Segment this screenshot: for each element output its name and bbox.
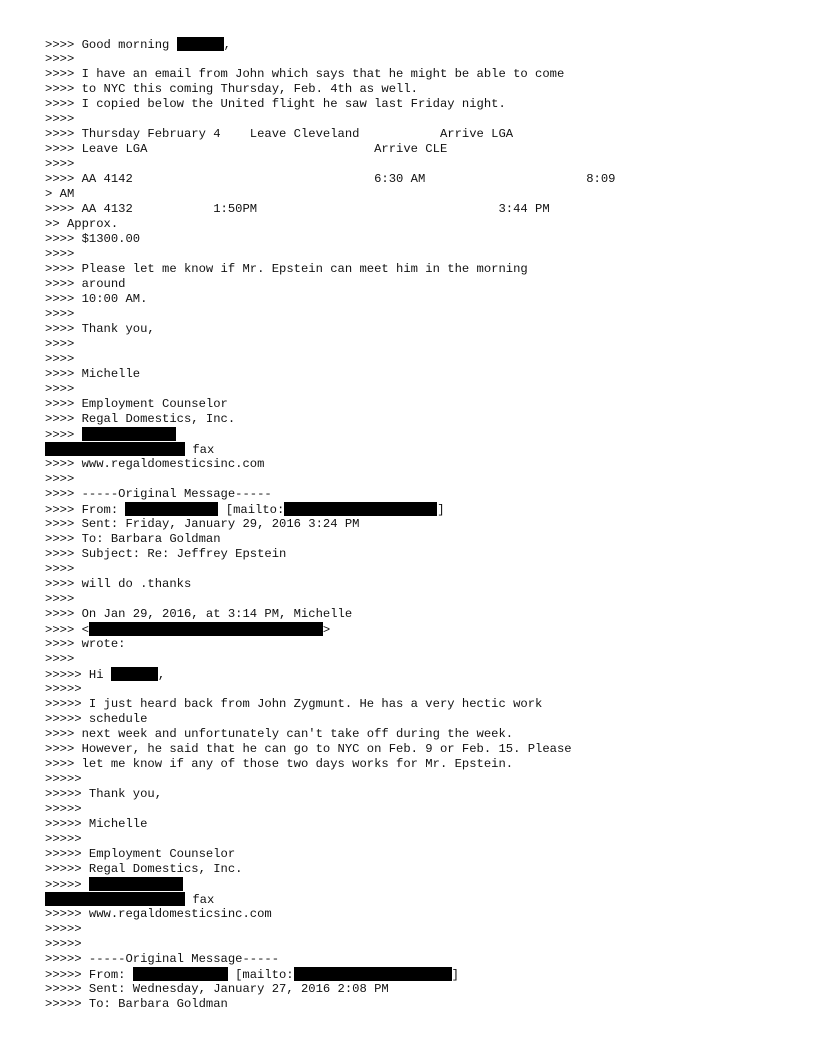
email-line xyxy=(45,382,785,397)
email-line xyxy=(45,502,785,517)
email-line xyxy=(45,847,785,862)
redaction-block xyxy=(89,622,323,636)
email-line-text: >>>> xyxy=(45,247,75,261)
email-line-text: >>>> xyxy=(45,652,75,666)
email-line xyxy=(45,892,785,907)
email-line xyxy=(45,547,785,562)
email-line-text: >>>>> From: xyxy=(45,968,133,982)
email-line-text: >>>> xyxy=(45,52,75,66)
email-line-text: >>>>> To: Barbara Goldman xyxy=(45,997,228,1011)
email-line xyxy=(45,457,785,472)
email-line-text: >>>>> xyxy=(45,878,89,892)
redaction-block xyxy=(82,427,176,441)
email-line xyxy=(45,682,785,697)
email-line xyxy=(45,142,785,157)
email-line xyxy=(45,352,785,367)
email-line-text: >>>>> -----Original Message----- xyxy=(45,952,280,966)
email-line-text: >>>>> xyxy=(45,682,82,696)
email-line-text: >>>> I have an email from John which says that he might be able to come xyxy=(45,67,565,81)
email-line xyxy=(45,697,785,712)
email-line-text: >>>>> xyxy=(45,832,82,846)
email-line-text: >>>> Thank you, xyxy=(45,322,155,336)
email-line-text: >>>> xyxy=(45,428,82,442)
email-line xyxy=(45,127,785,142)
email-line-text: >>>> However, he said that he can go to NYC on Feb. 9 or Feb. 15. Please xyxy=(45,742,572,756)
email-line xyxy=(45,487,785,502)
email-line-text: >>>> to NYC this coming Thursday, Feb. 4th as well. xyxy=(45,82,418,96)
redaction-block xyxy=(45,892,185,906)
email-line-text: >>>> I copied below the United flight he saw last Friday night. xyxy=(45,97,506,111)
email-line xyxy=(45,202,785,217)
email-line xyxy=(45,217,785,232)
redaction-block xyxy=(89,877,183,891)
email-line xyxy=(45,52,785,67)
email-line xyxy=(45,472,785,487)
redaction-block xyxy=(45,442,185,456)
email-line-text: >>>> $1300.00 xyxy=(45,232,141,246)
email-line-text: >>>> xyxy=(45,307,75,321)
email-line xyxy=(45,427,785,442)
email-line-text: >> Approx. xyxy=(45,217,119,231)
email-line-text: >>>> xyxy=(45,112,75,126)
email-line-text: >>>>> xyxy=(45,922,82,936)
email-line-text: , xyxy=(223,38,231,52)
email-line xyxy=(45,637,785,652)
email-line-text: >>>> Please let me know if Mr. Epstein can meet him in the morning xyxy=(45,262,528,276)
email-line xyxy=(45,37,785,52)
email-line-text: >>>> let me know if any of those two days works for Mr. Epstein. xyxy=(45,757,514,771)
email-line-text: >>>>> Regal Domestics, Inc. xyxy=(45,862,243,876)
redaction-block xyxy=(284,502,437,516)
email-line-text: >>>>> Michelle xyxy=(45,817,148,831)
email-line xyxy=(45,607,785,622)
email-line xyxy=(45,787,785,802)
email-line-text: fax xyxy=(185,893,215,907)
email-line-text: >>>> will do .thanks xyxy=(45,577,192,591)
email-line-text: >>>> xyxy=(45,337,75,351)
email-line xyxy=(45,757,785,772)
email-line xyxy=(45,982,785,997)
email-line xyxy=(45,562,785,577)
email-line-text: , xyxy=(157,668,166,682)
email-line-text: > xyxy=(322,623,331,637)
email-line-text: >>>>> I just heard back from John Zygmunt. He has a very hectic work xyxy=(45,697,543,711)
email-line xyxy=(45,532,785,547)
redaction-block xyxy=(111,667,158,681)
email-line-text: >>>> -----Original Message----- xyxy=(45,487,272,501)
email-line-text: >>>> On Jan 29, 2016, at 3:14 PM, Michelle xyxy=(45,607,353,621)
email-line-text: >>>>> Employment Counselor xyxy=(45,847,236,861)
email-line-text: ] xyxy=(437,503,445,517)
email-line xyxy=(45,97,785,112)
email-line-text: >>>> xyxy=(45,592,75,606)
redaction-block xyxy=(294,967,452,981)
email-line xyxy=(45,82,785,97)
email-line-text: >>>> www.regaldomesticsinc.com xyxy=(45,457,265,471)
email-line xyxy=(45,442,785,457)
email-line-text: >>>> AA 4142 6:30 AM 8:09 xyxy=(45,172,616,186)
email-line xyxy=(45,292,785,307)
email-line xyxy=(45,412,785,427)
email-line-text: >>>> xyxy=(45,382,75,396)
email-line-text: >>>> Regal Domestics, Inc. xyxy=(45,412,236,426)
email-line xyxy=(45,802,785,817)
email-line xyxy=(45,877,785,892)
email-line xyxy=(45,172,785,187)
email-line-text: >>>> Michelle xyxy=(45,367,141,381)
email-line xyxy=(45,247,785,262)
email-line xyxy=(45,937,785,952)
email-line xyxy=(45,367,785,382)
email-line xyxy=(45,517,785,532)
email-line-text: >>>>> xyxy=(45,802,82,816)
email-line xyxy=(45,112,785,127)
email-line-text: >>>> xyxy=(45,472,75,486)
email-line-text: >>>> Leave LGA Arrive CLE xyxy=(45,142,448,156)
email-line xyxy=(45,337,785,352)
email-line-text: fax xyxy=(185,443,215,457)
email-line xyxy=(45,157,785,172)
email-line-text: >>>>> Sent: Wednesday, January 27, 2016 2:08 PM xyxy=(45,982,389,996)
email-line xyxy=(45,712,785,727)
email-line-text: >>>> 10:00 AM. xyxy=(45,292,148,306)
email-line xyxy=(45,742,785,757)
email-line xyxy=(45,397,785,412)
email-line xyxy=(45,862,785,877)
email-line xyxy=(45,67,785,82)
email-line xyxy=(45,817,785,832)
email-line-text: >>>> xyxy=(45,562,75,576)
email-line xyxy=(45,772,785,787)
redaction-block xyxy=(125,502,218,516)
email-line-text: >>>>> Thank you, xyxy=(45,787,163,801)
email-line-text: >>>> Sent: Friday, January 29, 2016 3:24 PM xyxy=(45,517,360,531)
email-line-text: [mailto: xyxy=(227,968,294,982)
email-line-text: >>>>> schedule xyxy=(45,712,148,726)
email-line xyxy=(45,307,785,322)
email-line-text: >>>>> www.regaldomesticsinc.com xyxy=(45,907,272,921)
email-line xyxy=(45,232,785,247)
email-line xyxy=(45,187,785,202)
email-line-text: >>>> < xyxy=(45,623,89,637)
redaction-block xyxy=(177,37,224,51)
email-line-text: >>>>> xyxy=(45,937,82,951)
email-thread xyxy=(45,37,785,1012)
email-line-text: >>>> Subject: Re: Jeffrey Epstein xyxy=(45,547,287,561)
email-line-text: >>>> xyxy=(45,352,75,366)
email-line xyxy=(45,952,785,967)
email-line-text: >>>> To: Barbara Goldman xyxy=(45,532,221,546)
email-line-text: >>>> Good morning xyxy=(45,38,177,52)
email-line xyxy=(45,322,785,337)
email-line-text: > AM xyxy=(45,187,75,201)
email-line-text: >>>> xyxy=(45,157,75,171)
email-line xyxy=(45,997,785,1012)
email-line-text: >>>> From: xyxy=(45,503,126,517)
email-line xyxy=(45,592,785,607)
email-line-text: [mailto: xyxy=(218,503,285,517)
email-line xyxy=(45,832,785,847)
email-line xyxy=(45,577,785,592)
email-line xyxy=(45,907,785,922)
email-line xyxy=(45,967,785,982)
email-line xyxy=(45,262,785,277)
email-line xyxy=(45,727,785,742)
email-line-text: >>>> Thursday February 4 Leave Cleveland Arrive LGA xyxy=(45,127,514,141)
email-line-text: >>>> AA 4132 1:50PM 3:44 PM xyxy=(45,202,550,216)
email-line-text: >>>> next week and unfortunately can't take off during the week. xyxy=(45,727,514,741)
redaction-block xyxy=(133,967,228,981)
email-line-text: >>>> around xyxy=(45,277,126,291)
email-line xyxy=(45,922,785,937)
email-line xyxy=(45,667,785,682)
email-line-text: >>>>> xyxy=(45,772,82,786)
email-line-text: >>>> wrote: xyxy=(45,637,126,651)
email-line-text: >>>> Employment Counselor xyxy=(45,397,228,411)
email-line-text: >>>>> Hi xyxy=(45,668,111,682)
email-line xyxy=(45,652,785,667)
email-line xyxy=(45,622,785,637)
email-line xyxy=(45,277,785,292)
email-line-text: ] xyxy=(451,968,459,982)
